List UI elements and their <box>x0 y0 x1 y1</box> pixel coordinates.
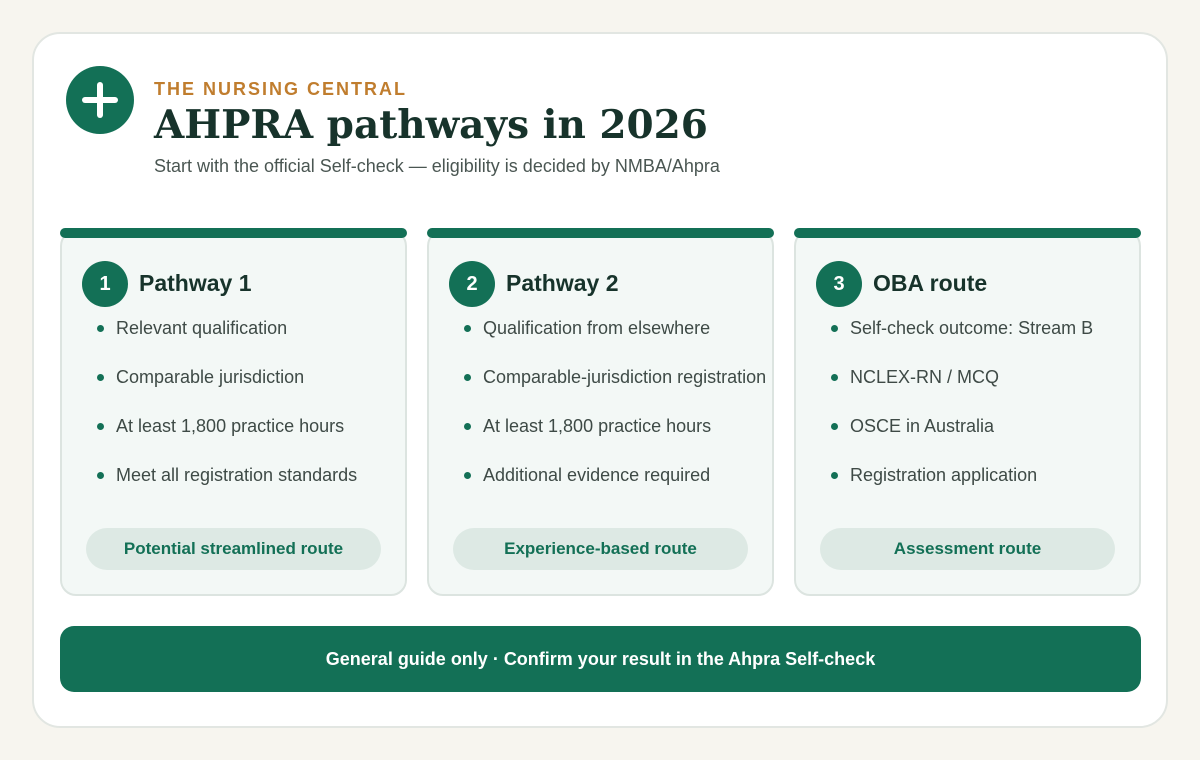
route-tag: Experience-based route <box>453 528 748 570</box>
page-subtitle: Start with the official Self-check — eligibility is decided by NMBA/Ahpra <box>154 156 720 176</box>
list-item <box>462 366 766 415</box>
brand-name: THE NURSING CENTRAL <box>154 79 407 99</box>
bullet-icon <box>97 325 104 332</box>
bullet-icon <box>464 472 471 479</box>
list-item <box>95 415 357 464</box>
list-item-text: NCLEX-RN / MCQ <box>850 367 1000 387</box>
bullet-icon <box>464 374 471 381</box>
list-item <box>829 415 1093 464</box>
list-item <box>462 464 766 513</box>
card-accent-bar <box>794 228 1141 238</box>
disclaimer-banner: General guide only · Confirm your result in the Ahpra Self-check <box>60 626 1141 692</box>
card-accent-bar <box>427 228 774 238</box>
requirement-list <box>95 317 357 513</box>
list-item-text: Additional evidence required <box>483 465 711 485</box>
route-tag: Assessment route <box>820 528 1115 570</box>
bullet-icon <box>831 423 838 430</box>
card-title: Pathway 1 <box>139 270 252 296</box>
list-item-text: Registration application <box>850 465 1038 485</box>
list-item-text: Comparable jurisdiction <box>116 367 305 387</box>
list-item <box>95 366 357 415</box>
list-item <box>829 317 1093 366</box>
list-item-text: Comparable-jurisdiction registration <box>483 367 767 387</box>
list-item-text: At least 1,800 practice hours <box>483 416 712 436</box>
list-item <box>462 415 766 464</box>
bullet-icon <box>831 325 838 332</box>
bullet-icon <box>464 423 471 430</box>
step-number-badge: 3 <box>816 261 862 307</box>
bullet-icon <box>464 325 471 332</box>
list-item-text: Self-check outcome: Stream B <box>850 318 1094 338</box>
requirement-list <box>829 317 1093 513</box>
list-item <box>462 317 766 366</box>
bullet-icon <box>831 472 838 479</box>
plus-icon <box>66 66 134 134</box>
bullet-icon <box>97 423 104 430</box>
step-number-badge: 1 <box>82 261 128 307</box>
card-accent-bar <box>60 228 407 238</box>
list-item <box>95 464 357 513</box>
page-title: AHPRA pathways in 2026 <box>154 102 708 148</box>
list-item-text: Relevant qualification <box>116 318 288 338</box>
list-item-text: OSCE in Australia <box>850 416 995 436</box>
bullet-icon <box>831 374 838 381</box>
list-item <box>95 317 357 366</box>
card-title: Pathway 2 <box>506 270 619 296</box>
bullet-icon <box>97 374 104 381</box>
list-item <box>829 366 1093 415</box>
infographic-panel <box>32 32 1168 728</box>
card-title: OBA route <box>873 270 988 296</box>
route-tag: Potential streamlined route <box>86 528 381 570</box>
step-number-badge: 2 <box>449 261 495 307</box>
pathway-card-3 <box>794 230 1141 596</box>
bullet-icon <box>97 472 104 479</box>
requirement-list <box>462 317 766 513</box>
pathway-card-2 <box>427 230 774 596</box>
list-item-text: Meet all registration standards <box>116 465 358 485</box>
list-item-text: At least 1,800 practice hours <box>116 416 345 436</box>
pathway-card-1 <box>60 230 407 596</box>
list-item-text: Qualification from elsewhere <box>483 318 711 338</box>
list-item <box>829 464 1093 513</box>
